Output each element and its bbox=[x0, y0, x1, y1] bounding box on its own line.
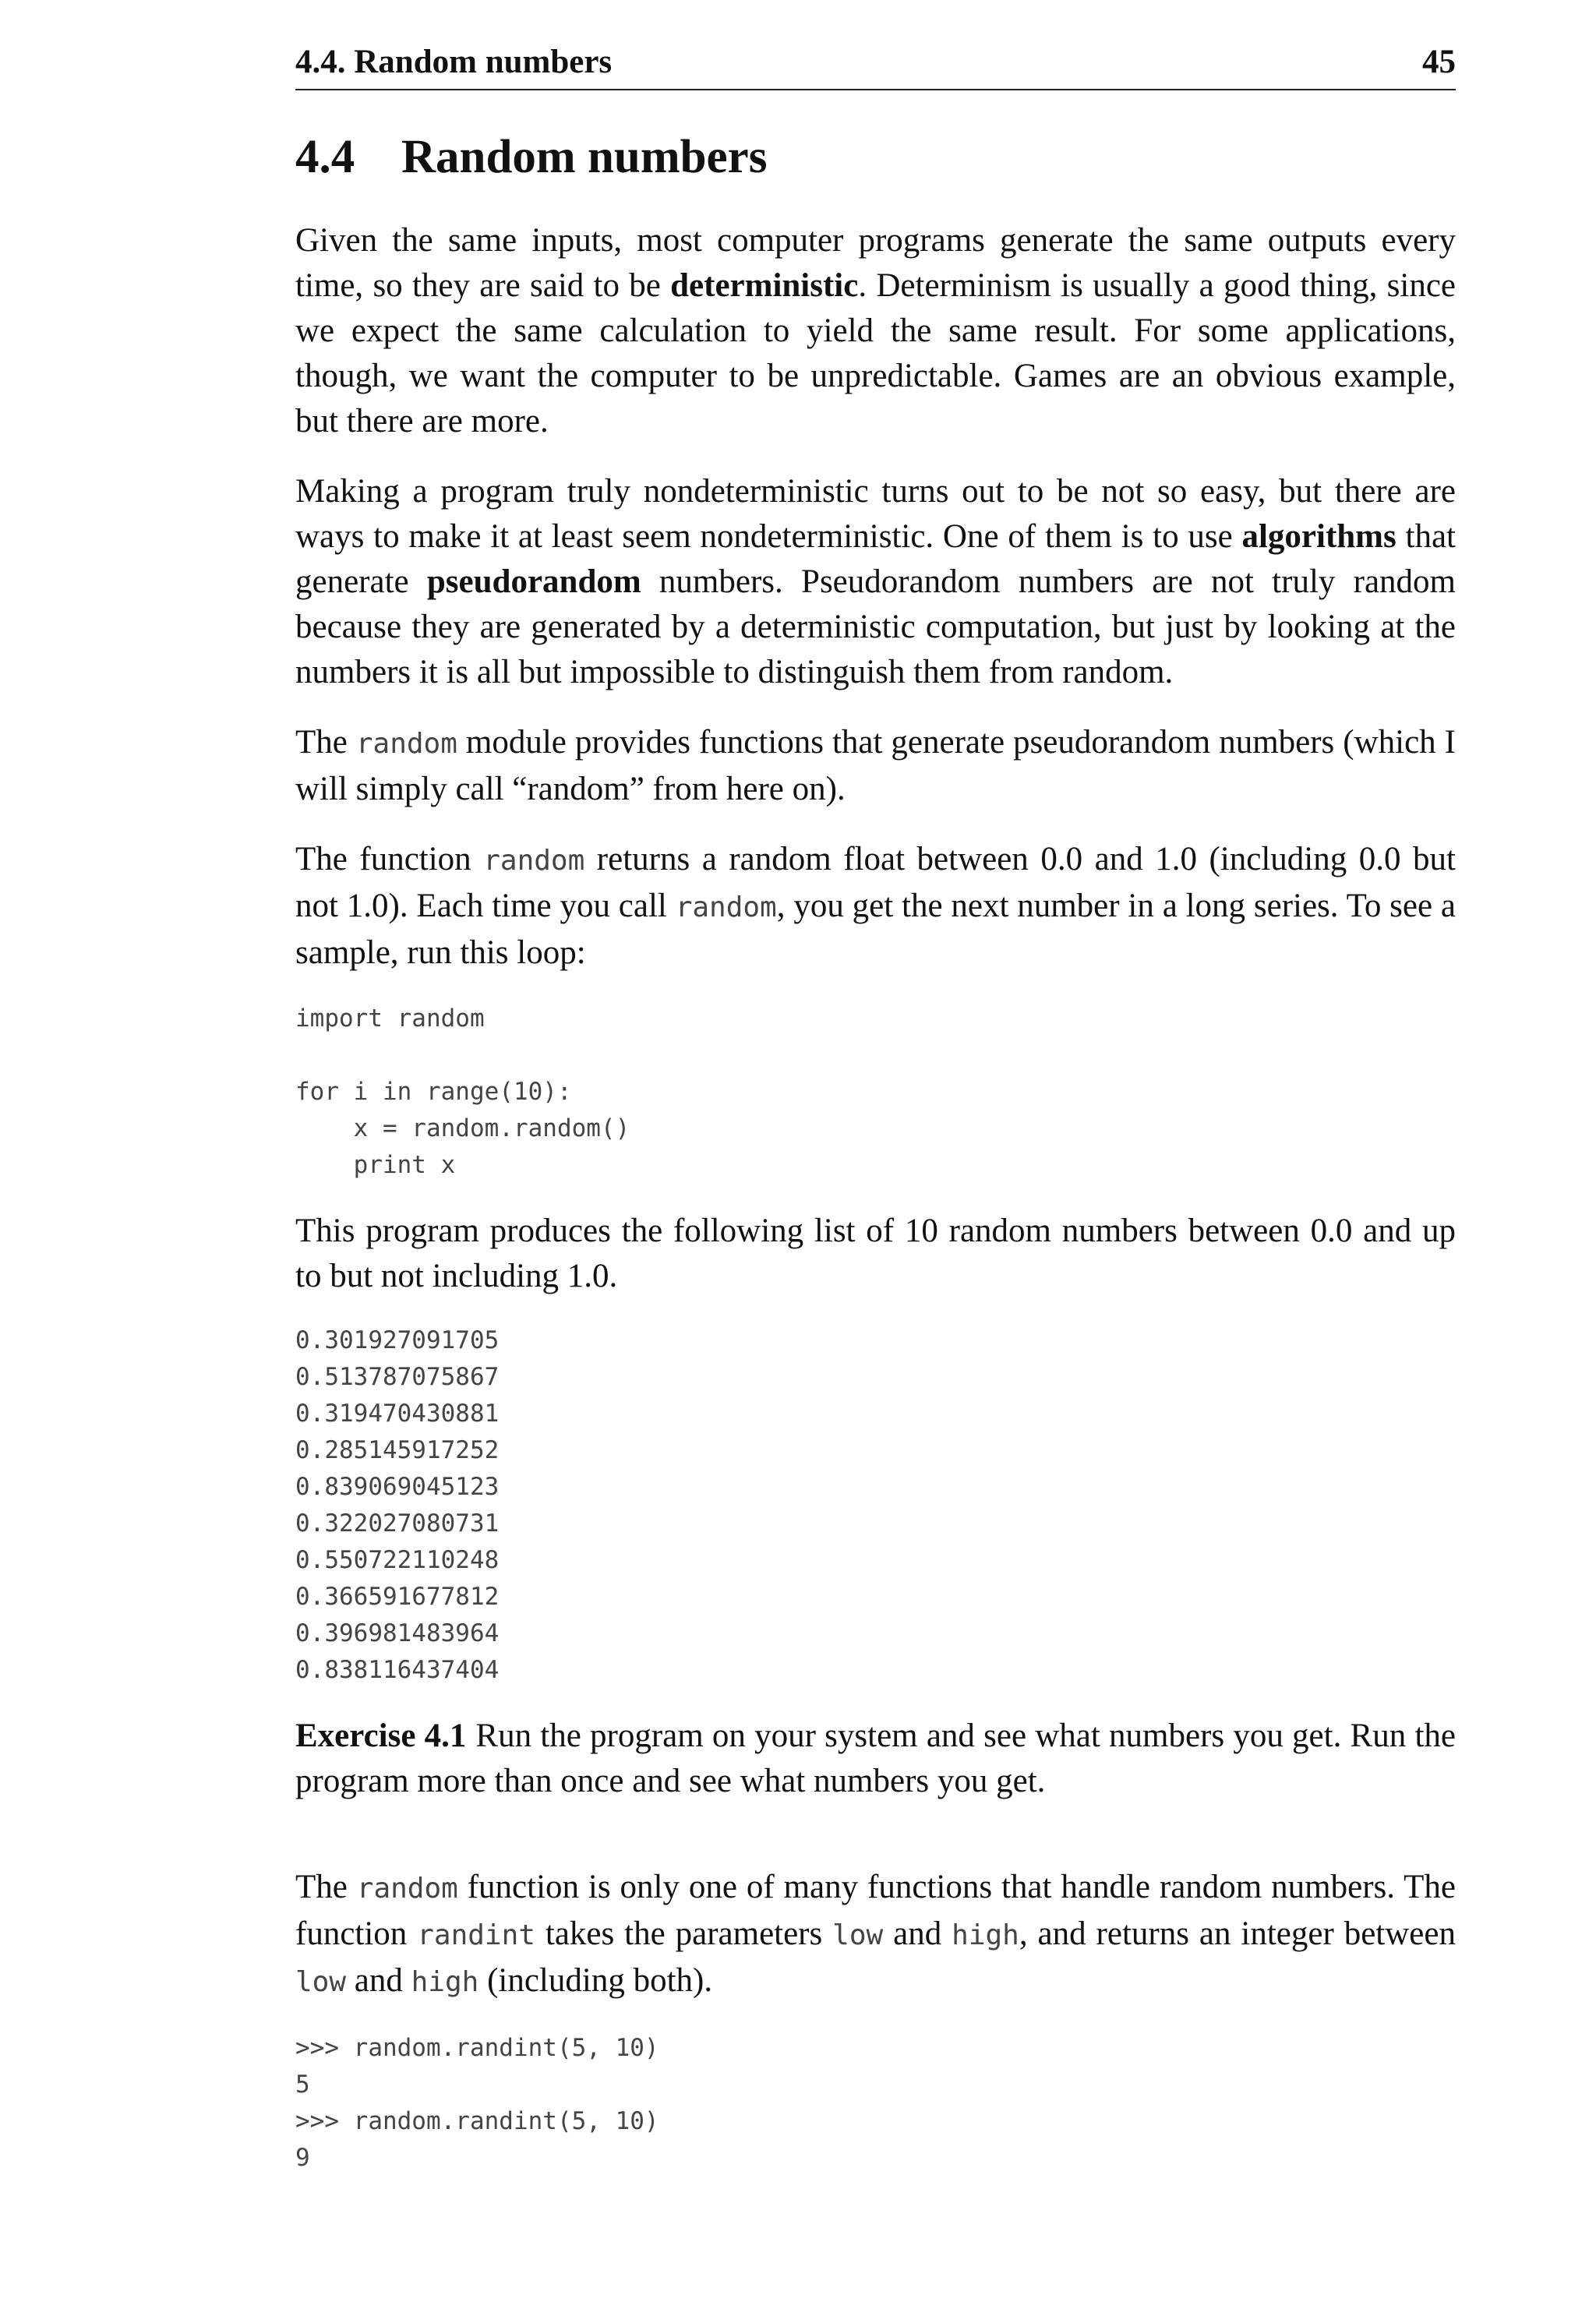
inline-code: high bbox=[952, 1919, 1019, 1951]
list-item: 0.322027080731 bbox=[295, 1509, 500, 1538]
exercise bbox=[295, 1714, 1456, 1804]
section-number: 4.4 bbox=[295, 131, 355, 183]
section-title: Random numbers bbox=[401, 131, 768, 183]
section-heading bbox=[295, 126, 1456, 189]
inline-code: random bbox=[675, 891, 777, 923]
list-item: 0.839069045123 bbox=[295, 1473, 500, 1501]
paragraph-randint: The random function is only one of many functions that handle random numbers. The function randint takes the parameters low and high, and returns an integer between low and high (including both). bbox=[295, 1869, 1456, 1999]
list-item: 0.319470430881 bbox=[295, 1400, 500, 1428]
paragraph-random-module: The random module provides functions that generate pseudorandom numbers (which I will simply call “random” from here on). bbox=[295, 724, 1456, 807]
list-item: 0.550722110248 bbox=[295, 1546, 500, 1574]
random-number-list bbox=[295, 1322, 1456, 1689]
list-item: 0.301927091705 bbox=[295, 1326, 500, 1354]
paragraph-determinism: Given the same inputs, most computer programs generate the same outputs every time, so they are said to be deterministic. Determinism is usually a good thing, since we expect the same calculation to yield the same result. For some applications, though, we want the computer to be unpredictable. Games are an obvious example, but there are more. bbox=[295, 222, 1456, 440]
page-number: 45 bbox=[1422, 44, 1456, 80]
running-head-section: 4.4. Random numbers bbox=[295, 44, 613, 80]
code-block-loop: import random for i in range(10): x = random.random() print x bbox=[295, 1004, 630, 1179]
page bbox=[295, 37, 1456, 2201]
list-item: 0.366591677812 bbox=[295, 1583, 500, 1611]
inline-code: high bbox=[411, 1966, 479, 1998]
inline-code: random bbox=[355, 728, 457, 760]
list-item: 0.396981483964 bbox=[295, 1619, 500, 1647]
list-item: 0.285145917252 bbox=[295, 1436, 500, 1464]
inline-code: random bbox=[483, 845, 585, 877]
inline-code: low bbox=[295, 1966, 347, 1998]
inline-code: randint bbox=[417, 1919, 535, 1951]
term-pseudorandom: pseudorandom bbox=[426, 563, 641, 600]
code-block-randint: >>> random.randint(5, 10) 5 >>> random.randint(5, 10) 9 bbox=[295, 2034, 659, 2172]
paragraph-pseudorandom: Making a program truly nondeterministic turns out to be not so easy, but there are ways to make it at least seem nondeterministic. One of them is to use algorithms that generate pseudorandom numbers. Pseudorandom numbers are not truly random because they are generated by a deterministic computation, but just by looking at the numbers it is all but impossible to distinguish them from random. bbox=[295, 473, 1457, 690]
list-item: 0.513787075867 bbox=[295, 1363, 500, 1391]
inline-code: random bbox=[356, 1873, 458, 1905]
paragraph-random-function: The function random returns a random float between 0.0 and 1.0 (including 0.0 but not 1.0). Each time you call random, you get the next number in a long series. To see a sample, run this loop: bbox=[295, 841, 1457, 971]
term-algorithms: algorithms bbox=[1241, 518, 1396, 555]
exercise-label: Exercise 4.1 bbox=[295, 1718, 467, 1754]
list-item: 0.838116437404 bbox=[295, 1656, 500, 1684]
paragraph-output-intro: This program produces the following list of 10 random numbers between 0.0 and up to but not including 1.0. bbox=[295, 1213, 1456, 1294]
term-deterministic: deterministic bbox=[670, 267, 859, 304]
inline-code: low bbox=[832, 1919, 884, 1951]
exercise-text: Run the program on your system and see what numbers you get. Run the program more than once and see what numbers you get. bbox=[295, 1718, 1456, 1799]
running-head bbox=[295, 37, 1456, 90]
